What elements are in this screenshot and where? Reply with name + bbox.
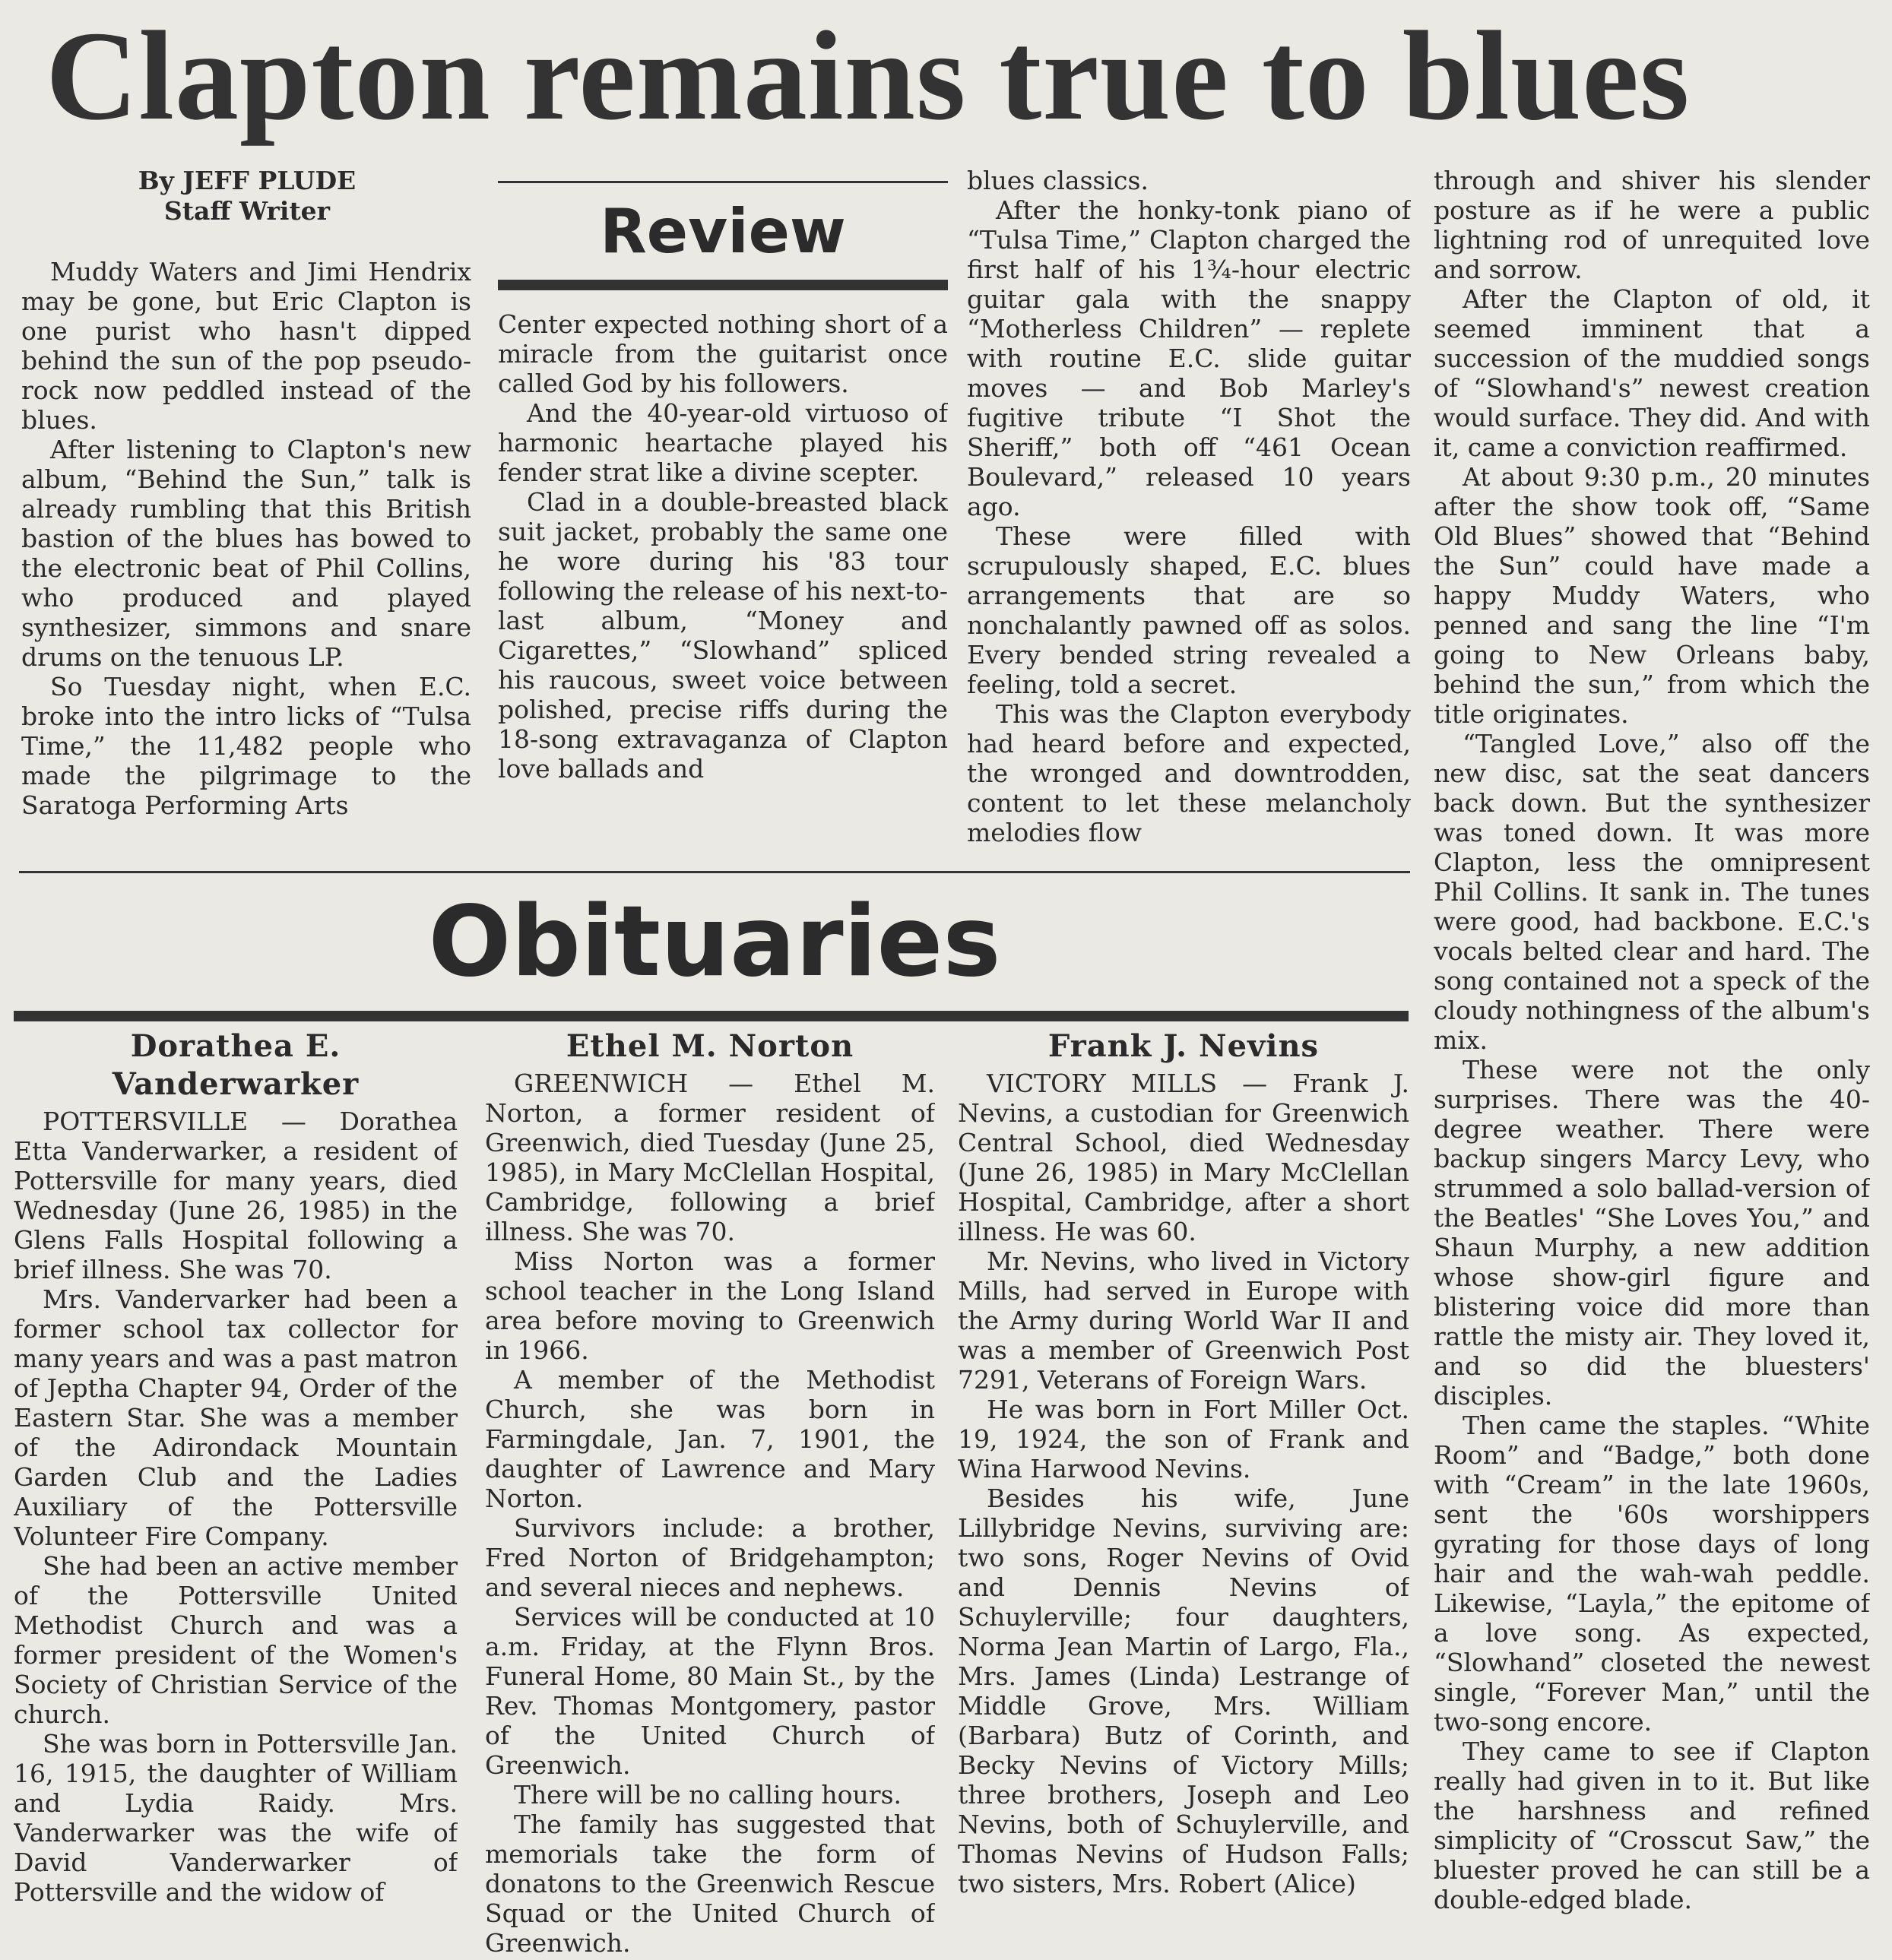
review-paragraph: through and shiver his slender posture as if he were a public lightning rod of unrequited love and sorrow. (1434, 166, 1870, 284)
review-paragraph: Then came the staples. “White Room” and “Badge,” both done with “Cream” in the late 1960s, sent the '60s worshippers gyrating for those days of long hair and the wah-wah peddle. Likewise, “Layla,” the epitome of a love song. As expected, “Slowhand” closeted the newest single, “Forever Man,” until the two-song encore. (1434, 1411, 1870, 1737)
obituaries-kicker: Obituaries (428, 885, 1001, 999)
review-paragraph: And the 40-year-old virtuoso of harmonic heartache played his fender strat like a divine scepter. (498, 398, 948, 487)
review-paragraph: They came to see if Clapton really had given in to it. But like the harshness and refined simplicity of “Crosscut Saw,” the bluester proved he can still be a double-edged blade. (1434, 1737, 1870, 1914)
review-paragraph: These were not the only surprises. There was the 40-degree weather. There were backup singers Marcy Levy, who strummed a solo ballad-version of the Beatles' “She Loves You,” and Shaun Murphy, a new addition whose show-girl figure and blistering voice did more than rattle the misty air. They loved it, and so did the bluesters' disciples. (1434, 1055, 1870, 1411)
review-column-1 (21, 257, 471, 850)
obituary-paragraph: She was born in Pottersville Jan. 16, 1915, the daughter of William and Lydia Raidy. Mrs. Vanderwarker was the wife of David Vanderwarker of Pottersville and the widow of (14, 1729, 458, 1907)
byline (23, 166, 471, 226)
obituary-vanderwarker (14, 1027, 458, 1960)
review-column-2 (498, 309, 948, 850)
obituary-paragraph: VICTORY MILLS — Frank J. Nevins, a custodian for Greenwich Central School, died Wednesday (June 26, 1985) in Mary McClellan Hospital, Cambridge, after a short illness. He was 60. (958, 1069, 1409, 1246)
obituary-norton (485, 1027, 935, 1960)
obituary-paragraph: Services will be conducted at 10 a.m. Friday, at the Flynn Bros. Funeral Home, 80 Main St., by the Rev. Thomas Montgomery, pastor of the United Church of Greenwich. (485, 1602, 935, 1780)
review-paragraph: After the honky-tonk piano of “Tulsa Time,” Clapton charged the first half of his 1¾-hour electric guitar gala with the snappy “Motherless Children” — replete with routine E.C. slide guitar moves — and Bob Marley's fugitive tribute “I Shot the Sheriff,” both off “461 Ocean Boulevard,” released 10 years ago. (967, 195, 1411, 521)
review-paragraph: At about 9:30 p.m., 20 minutes after the show took off, “Same Old Blues” showed that “Behind the Sun” could have made a happy Muddy Waters, who penned and sang the line “I'm going to New Orleans baby, behind the sun,” from which the title originates. (1434, 462, 1870, 729)
byline-author: By JEFF PLUDE (138, 166, 357, 195)
obituary-paragraph: A member of the Methodist Church, she was born in Farmingdale, Jan. 7, 1901, the daughter of Lawrence and Mary Norton. (485, 1365, 935, 1513)
review-paragraph: Center expected nothing short of a miracle from the guitarist once called God by his followers. (498, 309, 948, 398)
obituaries-rule-bottom (14, 1011, 1409, 1021)
obituary-paragraph: She had been an active member of the Pottersville United Methodist Church and was a former president of the Women's Society of Christian Service of the church. (14, 1551, 458, 1729)
obituary-name: Dorathea E. Vanderwarker (112, 1028, 360, 1102)
review-column-3 (967, 166, 1411, 850)
obituary-paragraph: Besides his wife, June Lillybridge Nevins, surviving are: two sons, Roger Nevins of Ovid and Dennis Nevins of Schuylerville; four daughters, Norma Jean Martin of Largo, Fla., Mrs. James (Linda) Lestrange of Middle Grove, Mrs. William (Barbara) Butz of Corinth, and Becky Nevins of Victory Mills; three brothers, Joseph and Leo Nevins, both of Schuylerville, and Thomas Nevins of Hudson Falls; two sisters, Mrs. Robert (Alice) (958, 1483, 1409, 1898)
obituary-paragraph: Miss Norton was a former school teacher in the Long Island area before moving to Greenwich in 1966. (485, 1246, 935, 1365)
review-paragraph: After the Clapton of old, it seemed imminent that a succession of the muddied songs of “Slowhand's” newest creation would surface. They did. And with it, came a conviction reaffirmed. (1434, 284, 1870, 462)
obituary-paragraph: Survivors include: a brother, Fred Norton of Bridgehampton; and several nieces and nephews. (485, 1513, 935, 1602)
obituary-paragraph: The family has suggested that memorials take the form of donatons to the Greenwich Rescue Squad or the United Church of Greenwich. (485, 1810, 935, 1958)
review-paragraph: Clad in a double-breasted black suit jacket, probably the same one he wore during his '83 tour following the release of his next-to-last album, “Money and Cigarettes,” “Slowhand” spliced his raucous, sweet voice between polished, precise riffs during the 18-song extravaganza of Clapton love ballads and (498, 487, 948, 784)
obituaries-rule-top (19, 871, 1410, 873)
review-paragraph: “Tangled Love,” also off the new disc, sat the seat dancers back down. But the synthesizer was toned down. It was more Clapton, less the omnipresent Phil Collins. It sank in. The tunes were good, had backbone. E.C.'s vocals belted clear and hard. The song contained not a speck of the cloudy nothingness of the album's mix. (1434, 729, 1870, 1055)
review-paragraph: Muddy Waters and Jimi Hendrix may be gone, but Eric Clapton is one purist who hasn't dipped behind the sun of the pop pseudo-rock now peddled instead of the blues. (21, 257, 471, 435)
byline-role: Staff Writer (163, 196, 331, 226)
obituary-paragraph: Mr. Nevins, who lived in Victory Mills, had served in Europe with the Army during World War II and was a member of Greenwich Post 7291, Veterans of Foreign Wars. (958, 1246, 1409, 1395)
review-paragraph: blues classics. (967, 166, 1149, 195)
obituary-paragraph: Mrs. Vandervarker had been a former school tax collector for many years and was a past matron of Jeptha Chapter 94, Order of the Eastern Star. She was a member of the Adirondack Mountain Garden Club and the Ladies Auxiliary of the Pottersville Volunteer Fire Company. (14, 1284, 458, 1551)
obituary-paragraph: POTTERSVILLE — Dorathea Etta Vanderwarker, a resident of Pottersville for many years, died Wednesday (June 26, 1985) in the Glens Falls Hospital following a brief illness. She was 70. (14, 1107, 458, 1284)
obituary-nevins (958, 1027, 1409, 1960)
review-rule-top (498, 181, 948, 183)
obituary-name: Frank J. Nevins (1047, 1028, 1320, 1064)
review-paragraph: This was the Clapton everybody had heard before and expected, the wronged and downtrodden, content to let these melancholy melodies flow (967, 699, 1411, 847)
obituary-paragraph: He was born in Fort Miller Oct. 19, 1924, the son of Frank and Wina Harwood Nevins. (958, 1395, 1409, 1483)
review-paragraph: So Tuesday night, when E.C. broke into the intro licks of “Tulsa Time,” the 11,482 people who made the pilgrimage to the Saratoga Performing Arts (21, 672, 471, 820)
headline: Clapton remains true to blues (46, 5, 1691, 147)
review-column-4 (1434, 166, 1870, 1959)
review-paragraph: After listening to Clapton's new album, “Behind the Sun,” talk is already rumbling that this British bastion of the blues has bowed to the electronic beat of Phil Collins, who produced and played synthesizer, simmons and snare drums on the tenuous LP. (21, 435, 471, 672)
obituary-paragraph: There will be no calling hours. (514, 1780, 902, 1810)
review-paragraph: These were filled with scrupulously shaped, E.C. blues arrangements that are so nonchalantly pawned off as solos. Every bended string revealed a feeling, told a secret. (967, 521, 1411, 699)
obituary-paragraph: GREENWICH — Ethel M. Norton, a former resident of Greenwich, died Tuesday (June 25, 1985), in Mary McClellan Hospital, Cambridge, following a brief illness. She was 70. (485, 1069, 935, 1246)
review-kicker: Review (600, 196, 846, 267)
review-rule-bottom (498, 280, 948, 290)
obituary-name: Ethel M. Norton (566, 1028, 854, 1064)
